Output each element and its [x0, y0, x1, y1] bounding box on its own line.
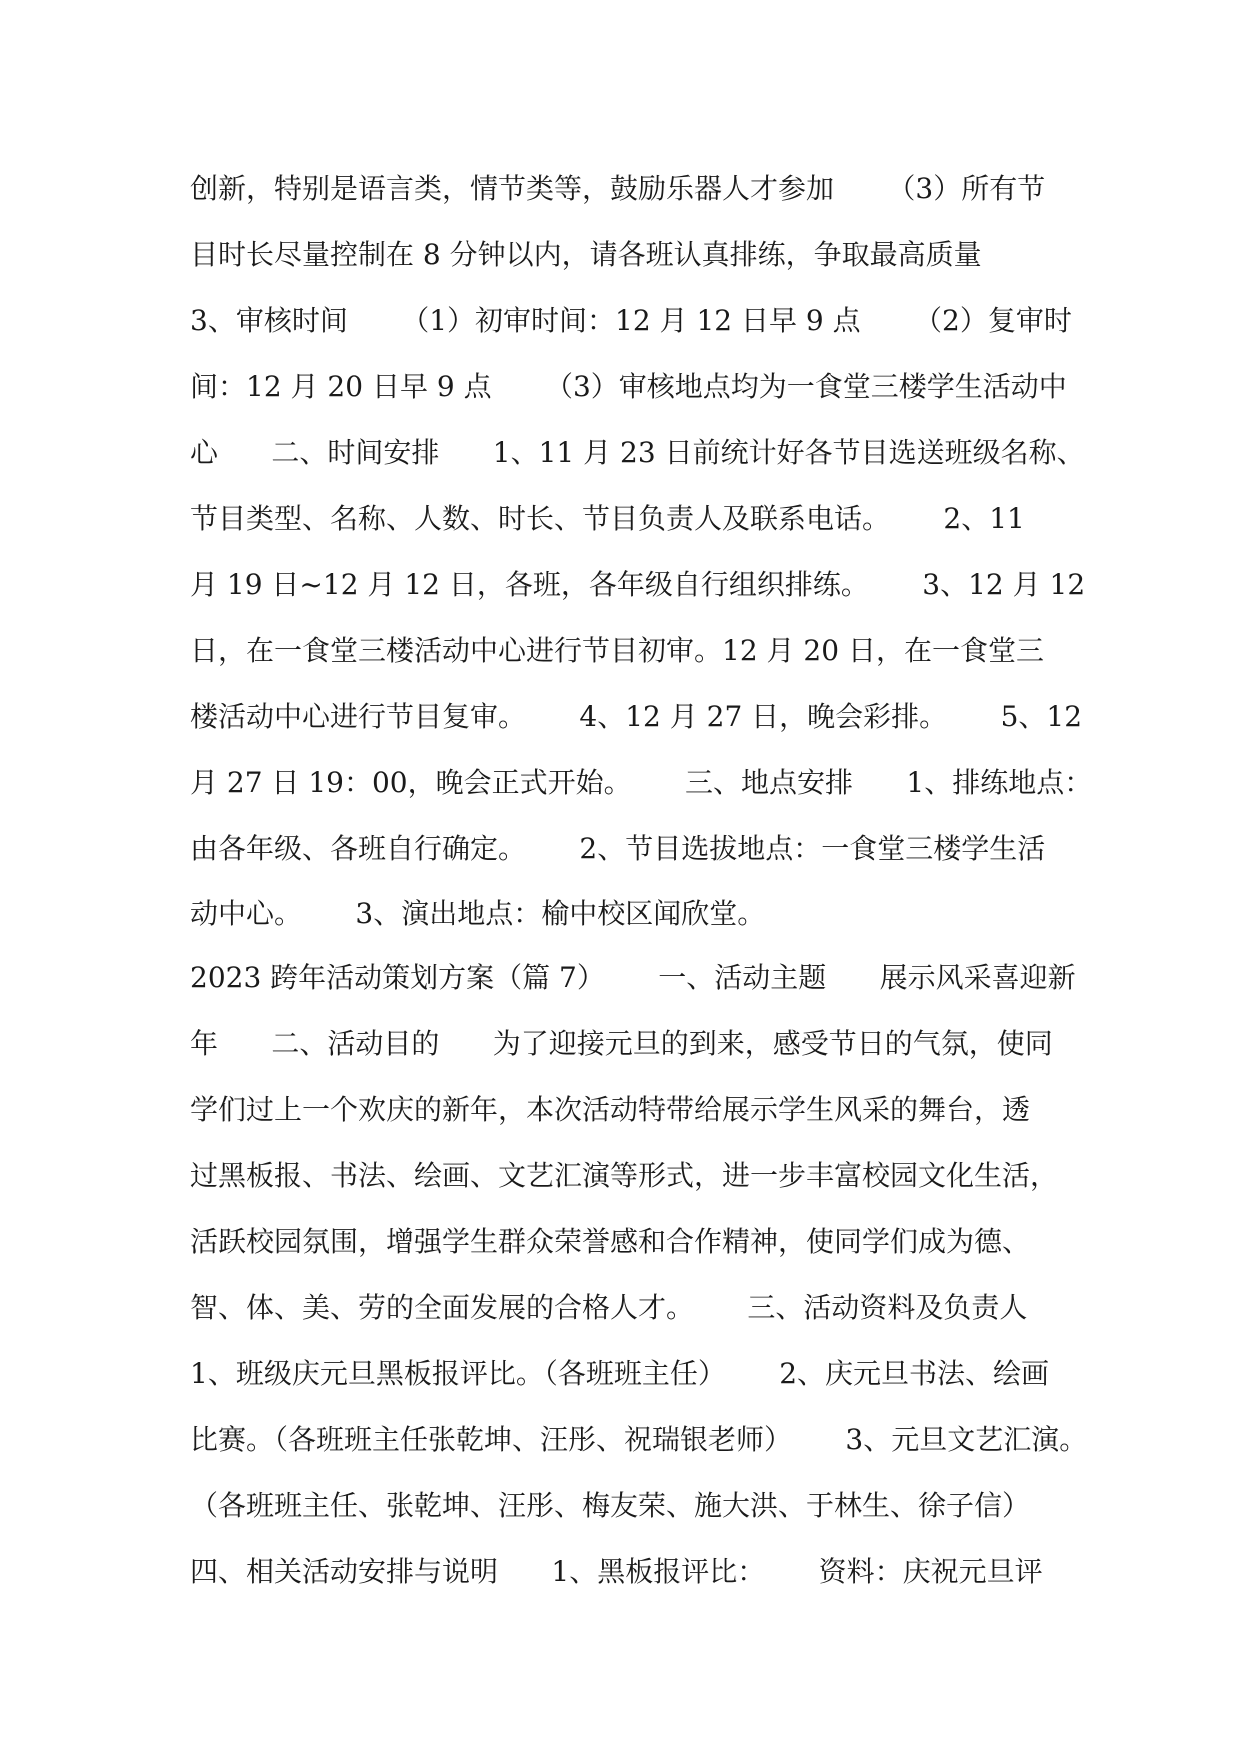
text-line: 智、体、美、劳的全面发展的合格人才。 三、活动资料及负责人 — [190, 1291, 1028, 1324]
text-line: 日，在一食堂三楼活动中心进行节目初审。12 月 20 日，在一食堂三 — [190, 634, 1044, 667]
text-line: 活跃校园氛围，增强学生群众荣誉感和合作精神，使同学们成为德、 — [190, 1225, 1031, 1258]
text-line: 由各年级、各班自行确定。 2、节目选拔地点：一食堂三楼学生活 — [190, 832, 1046, 865]
text-line: 学们过上一个欢庆的新年，本次活动特带给展示学生风采的舞台，透 — [190, 1093, 1031, 1126]
text-line: 心 二、时间安排 1、11 月 23 日前统计好各节目选送班级名称、 — [190, 436, 1085, 469]
text-line: 1、班级庆元旦黑板报评比。（各班班主任） 2、庆元旦书法、绘画 — [190, 1357, 1050, 1390]
text-line: 年 二、活动目的 为了迎接元旦的到来，感受节日的气氛，使同 — [190, 1027, 1053, 1060]
text-line: 节目类型、名称、人数、时长、节目负责人及联系电话。 2、11 — [190, 502, 1025, 535]
section-title-line: 2023 跨年活动策划方案（篇 7） 一、活动主题 展示风采喜迎新 — [190, 961, 1076, 994]
text-line: 3、审核时间 （1）初审时间：12 月 12 日早 9 点 （2）复审时 — [190, 304, 1072, 337]
text-line: 动中心。 3、演出地点：榆中校区闻欣堂。 — [190, 897, 766, 930]
text-line: 间：12 月 20 日早 9 点 （3）审核地点均为一食堂三楼学生活动中 — [190, 370, 1067, 403]
text-line: 目时长尽量控制在 8 分钟以内，请各班认真排练，争取最高质量 — [190, 238, 982, 271]
body-text — [190, 156, 1093, 1605]
text-line: 四、相关活动安排与说明 1、黑板报评比： 资料：庆祝元旦评 — [190, 1555, 1043, 1588]
text-line: 楼活动中心进行节目复审。 4、12 月 27 日，晚会彩排。 5、12 — [190, 700, 1083, 733]
text-line: 月 19 日~12 月 12 日，各班，各年级自行组织排练。 3、12 月 12 — [190, 568, 1086, 601]
text-line: 创新，特别是语言类，情节类等，鼓励乐器人才参加 （3）所有节 — [190, 172, 1046, 205]
text-line: 比赛。（各班班主任张乾坤、汪彤、祝瑞银老师） 3、元旦文艺汇演。 — [190, 1423, 1088, 1456]
text-line: 月 27 日 19：00，晚会正式开始。 三、地点安排 1、排练地点： — [190, 766, 1093, 799]
text-line: 过黑板报、书法、绘画、文艺汇演等形式，进一步丰富校园文化生活， — [190, 1159, 1059, 1192]
text-line: （各班班主任、张乾坤、汪彤、梅友荣、施大洪、于林生、徐子信） — [190, 1489, 1031, 1522]
